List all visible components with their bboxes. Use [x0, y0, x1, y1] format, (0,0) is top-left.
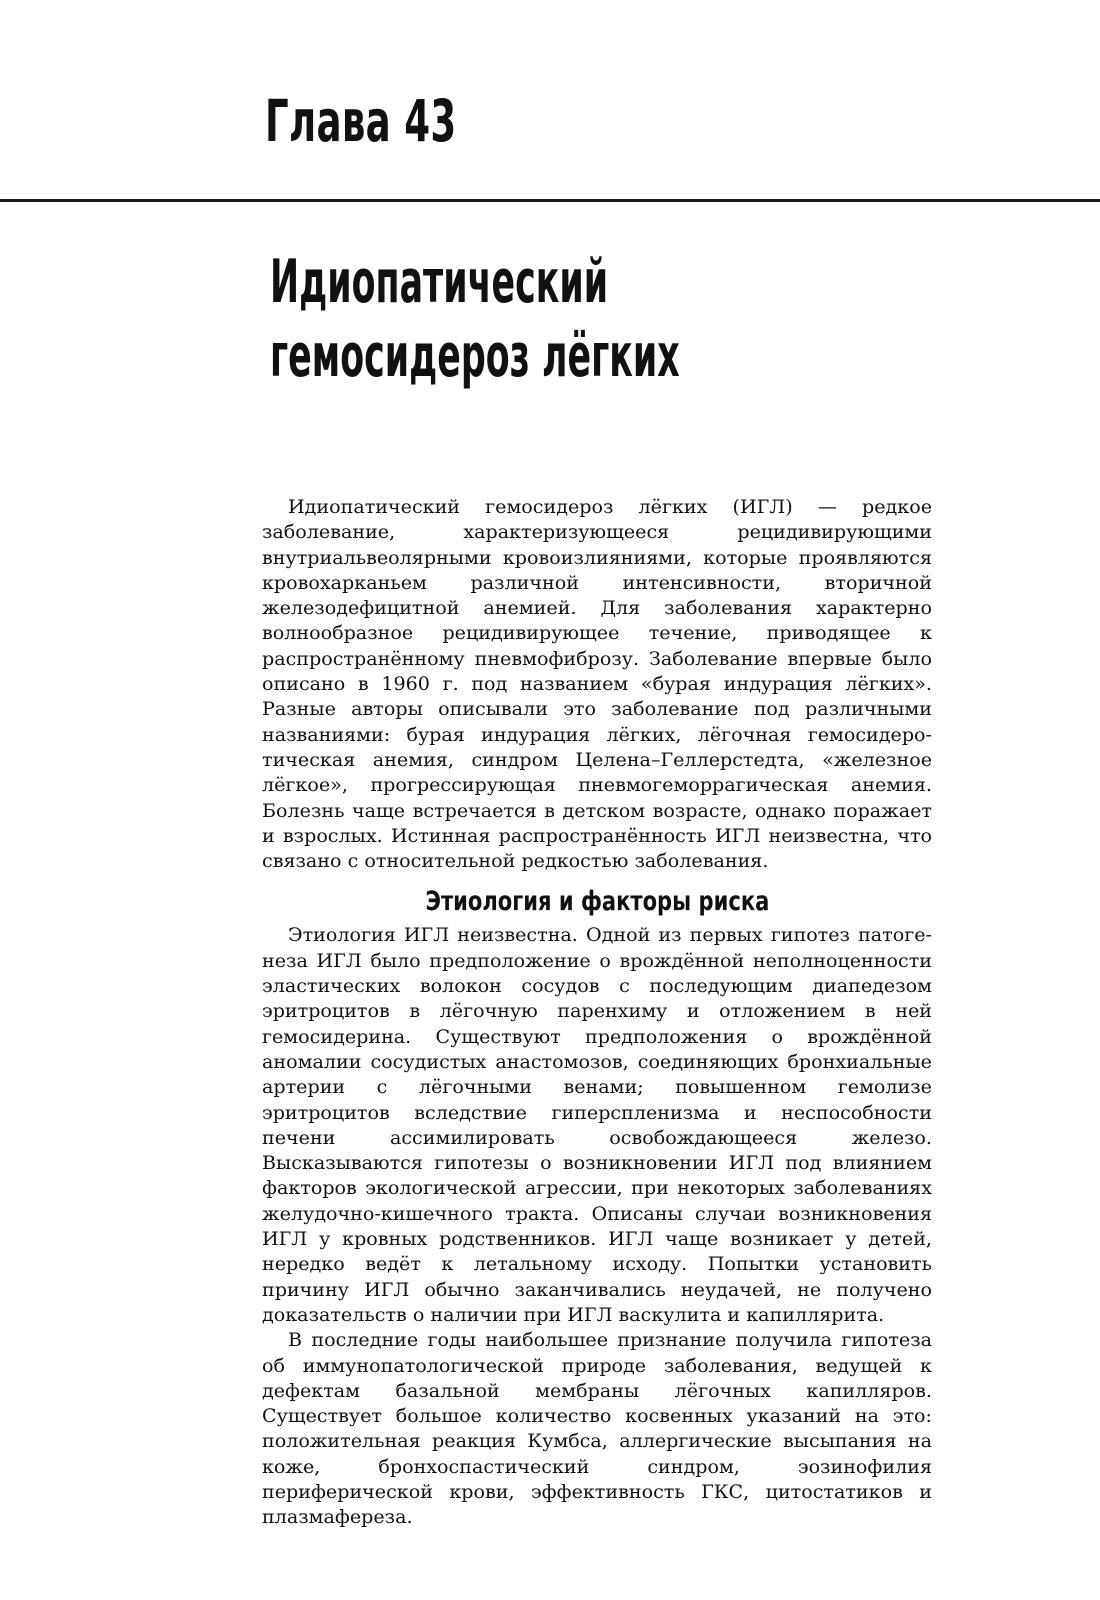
body-text: [262, 494, 932, 1530]
etiology-paragraph-2: В последние годы наибольшее признание получила гипотеза об иммунопатологической природе заболевания, ведущей к дефектам базальной мембраны лёгочных капилляров. Существует большое количество косвенных указаний на это: положительная реакция Кумбса, аллергические высыпания на коже, бронхоспастический синдром, эозинофилия периферической крови, эффективность ГКС, цитостатиков и плазмафереза.: [262, 1328, 932, 1529]
section-heading: [262, 885, 932, 919]
chapter-title: [270, 245, 680, 393]
chapter-number: Глава 43: [265, 87, 457, 155]
section-heading-text: Этиология и факторы риска: [425, 886, 769, 918]
intro-paragraph: Идиопатический гемосидероз лёгких (ИГЛ) — редкое заболевание, характеризующееся рецидивирующими внутриальвеолярными кровоизлияниями, которые проявляются кровохарканьем различной интенсивности, вторичной железодефицитной анемией. Для заболевания характерно волнообразное рецидивирующее течение, приводящее к распространённому пневмофиброзу. Заболевание впервые было описано в 1960 г. под названием «бурая индурация лёгких». Разные авторы описывали это заболевание под различными названиями: бурая индурация лёгких, лёгочная гемосидеротическая анемия, синдром Целена–Геллерстедта, «железное лёгкое», прогрессирующая пневмогеморрагическая анемия. Болезнь чаще встречается в детском возрасте, однако поражает и взрослых. Истинная распространённость ИГЛ неизвестна, что связано с относительной редкостью заболевания.: [262, 495, 932, 873]
chapter-title-line-1: Идиопатический: [270, 247, 609, 317]
chapter-title-line-2: гемосидероз лёгких: [270, 321, 680, 391]
etiology-paragraph-1: Этиология ИГЛ неизвестна. Одной из первых гипотез патогенеза ИГЛ было предположение о врождённой неполноценности эластических волокон сосудов с последующим диапедезом эритроцитов в лёгочную паренхиму и отложением в ней гемосидерина. Существуют предположения о врождённой аномалии сосудистых анастомозов, соединяющих бронхиальные артерии с лёгочными венами; повышенном гемолизе эритроцитов вследствие гиперспленизма и неспособности печени ассимилировать освобождающееся железо. Высказываются гипотезы о возникновении ИГЛ под влиянием факторов экологической агрессии, при некоторых заболеваниях желудочно-кишечного тракта. Описаны случаи возникновения ИГЛ у кровных родственников. ИГЛ чаще возникает у детей, нередко ведёт к летальному исходу. Попытки установить причину ИГЛ обычно заканчивались неудачей, не получено доказательств о наличии при ИГЛ васкулита и капиллярита.: [262, 923, 932, 1326]
horizontal-rule: [0, 199, 1100, 202]
